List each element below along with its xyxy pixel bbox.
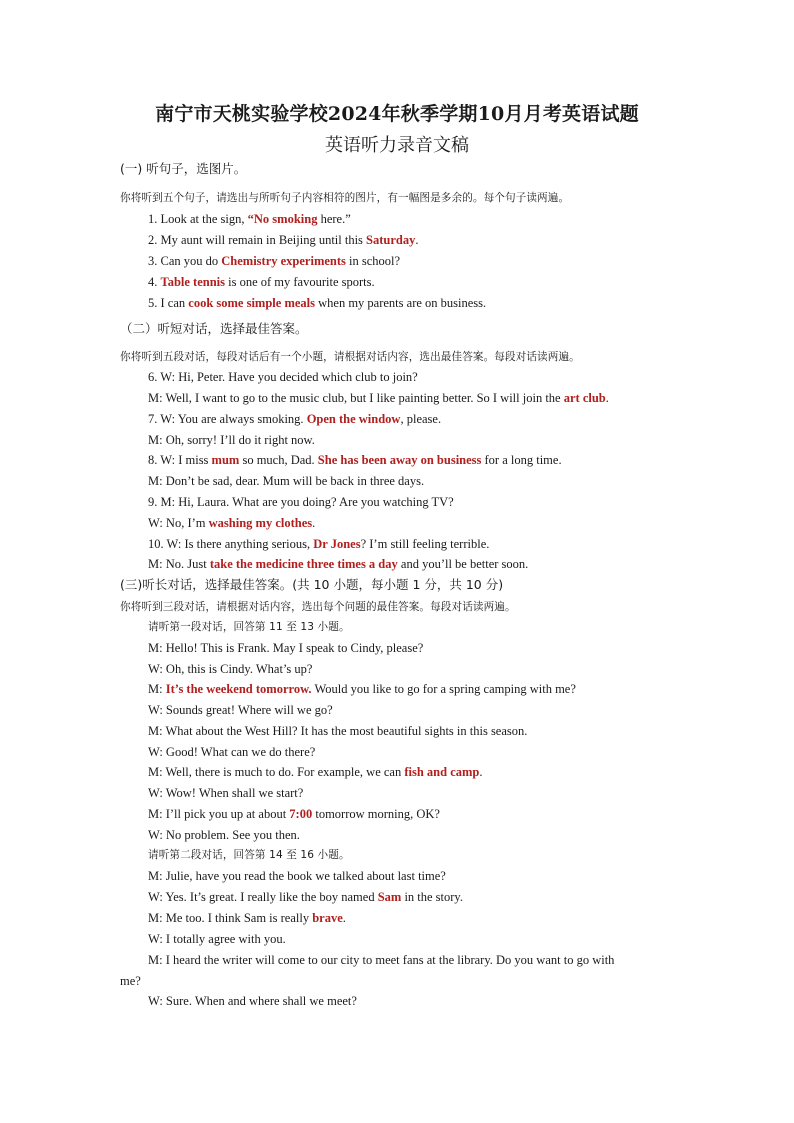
answer-highlight: Sam	[377, 890, 402, 904]
line-text: 你将听到五个句子，请选出与所听句子内容相符的图片，有一幅图是多余的。每个句子读两遍。	[120, 192, 570, 204]
instruction-line	[120, 190, 569, 206]
line-text: 你将听到五段对话，每段对话后有一个小题，请根据对话内容，选出最佳答案。每段对话读两遍。	[120, 351, 580, 363]
line-text: in the story.	[401, 890, 463, 904]
answer-highlight: Table tennis	[160, 275, 225, 289]
transcript-line	[148, 827, 300, 843]
line-text: ? I’m still feeling terrible.	[360, 537, 490, 551]
answer-highlight: Chemistry experiments	[221, 254, 346, 268]
line-text: W: I totally agree with you.	[148, 932, 286, 946]
instruction-line	[148, 847, 350, 863]
line-text: 2. My aunt will remain in Beijing until this	[148, 233, 367, 247]
line-text: 3. Can you do	[148, 254, 222, 268]
line-text: 6. W: Hi, Peter. Have you decided which club to join?	[148, 370, 418, 384]
line-text: M: No. Just	[148, 557, 210, 571]
line-text: M: Hello! This is Frank. May I speak to Cindy, please?	[148, 641, 424, 655]
transcript-line	[148, 390, 609, 406]
line-text: here.”	[317, 212, 351, 226]
answer-highlight: She has been away on business	[317, 453, 482, 467]
answer-highlight: Saturday	[366, 233, 416, 247]
instruction-line	[120, 599, 516, 615]
line-text: W: No problem. See you then.	[148, 828, 300, 842]
line-text: .	[605, 391, 609, 405]
line-text: for a long time.	[481, 453, 562, 467]
line-text: 4.	[148, 275, 161, 289]
transcript-line	[148, 702, 333, 718]
transcript-line	[148, 681, 576, 697]
transcript-line	[148, 868, 446, 884]
answer-highlight: Open the window	[306, 412, 401, 426]
answer-highlight: It’s the weekend tomorrow.	[165, 682, 312, 696]
line-text: W: Wow! When shall we start?	[148, 786, 304, 800]
transcript-line	[148, 889, 463, 905]
line-text: (三)听长对话，选择最佳答案。(共 10 小题，每小题 1 分，共 10 分)	[120, 577, 504, 592]
line-text: M: Me too. I think Sam is really	[148, 911, 313, 925]
line-text: M: I heard the writer will come to our city to meet fans at the library. Do you want to go with	[148, 953, 615, 967]
instruction-line	[120, 349, 580, 365]
line-text: M: What about the West Hill? It has the most beautiful sights in this season.	[148, 724, 528, 738]
answer-highlight: washing my clothes	[208, 516, 313, 530]
transcript-line	[148, 952, 614, 968]
line-text: 1. Look at the sign,	[148, 212, 248, 226]
answer-highlight: mum	[211, 453, 240, 467]
line-text: .	[415, 233, 419, 247]
line-text: （二）听短对话，选择最佳答案。	[120, 321, 308, 336]
line-text: W: Oh, this is Cindy. What’s up?	[148, 662, 313, 676]
line-text: , please.	[400, 412, 442, 426]
transcript-line	[148, 640, 423, 656]
line-text: is one of my favourite sports.	[225, 275, 375, 289]
line-text: W: No, I’m	[148, 516, 209, 530]
document-subtitle: 英语听力录音文稿	[325, 135, 469, 156]
line-text: 7. W: You are always smoking.	[148, 412, 307, 426]
line-text: M:	[148, 682, 166, 696]
document-title: 南宁市天桃实验学校2024年秋季学期10月月考英语试题	[155, 103, 639, 125]
instruction-line	[148, 619, 350, 635]
transcript-line	[148, 993, 357, 1009]
line-text: W: Yes. It’s great. I really like the boy named	[148, 890, 378, 904]
transcript-line	[148, 295, 486, 311]
answer-highlight: fish and camp	[404, 765, 480, 779]
line-text: 你将听到三段对话，请根据对话内容，选出每个问题的最佳答案。每段对话读两遍。	[120, 601, 516, 613]
line-text: when my parents are on business.	[315, 296, 487, 310]
transcript-line	[148, 369, 418, 385]
transcript-line	[148, 411, 441, 427]
transcript-line	[148, 452, 562, 468]
transcript-line	[148, 785, 303, 801]
answer-highlight: cook some simple meals	[188, 296, 315, 310]
line-text: in school?	[345, 254, 401, 268]
transcript-line	[148, 515, 315, 531]
transcript-line	[148, 432, 315, 448]
line-text: 9. M: Hi, Laura. What are you doing? Are you watching TV?	[148, 495, 454, 509]
transcript-line	[148, 232, 419, 248]
line-text: and you’ll be better soon.	[397, 557, 529, 571]
answer-highlight: Dr Jones	[313, 537, 361, 551]
transcript-line	[148, 473, 424, 489]
transcript-line	[148, 661, 312, 677]
line-text: W: Sounds great! Where will we go?	[148, 703, 333, 717]
line-text: M: Don’t be sad, dear. Mum will be back in three days.	[148, 474, 425, 488]
line-text: me?	[120, 974, 141, 988]
answer-highlight: 7:00	[289, 807, 313, 821]
line-text: M: Well, there is much to do. For example, we can	[148, 765, 405, 779]
line-text: 10. W: Is there anything serious,	[148, 537, 314, 551]
answer-highlight: brave	[312, 911, 343, 925]
line-text: 请听第二段对话，回答第 14 至 16 小题。	[148, 849, 350, 861]
line-text: .	[312, 516, 316, 530]
answer-highlight: art club	[563, 391, 606, 405]
transcript-line	[148, 806, 440, 822]
transcript-line	[148, 253, 400, 269]
line-text: M: I’ll pick you up at about	[148, 807, 290, 821]
transcript-line	[148, 744, 315, 760]
answer-highlight: take the medicine three times a day	[209, 557, 398, 571]
line-text: M: Oh, sorry! I’ll do it right now.	[148, 433, 315, 447]
line-text: M: Well, I want to go to the music club, but I like painting better. So I will join the	[148, 391, 564, 405]
transcript-line	[148, 764, 483, 780]
line-text: 5. I can	[148, 296, 189, 310]
line-text: Would you like to go for a spring camping with me?	[311, 682, 576, 696]
transcript-line	[148, 211, 351, 227]
answer-highlight: “No smoking	[247, 212, 318, 226]
section-heading	[120, 577, 503, 593]
transcript-line	[148, 556, 528, 572]
transcript-line	[120, 973, 141, 989]
line-text: W: Good! What can we do there?	[148, 745, 316, 759]
transcript-line	[148, 910, 346, 926]
transcript-line	[148, 931, 286, 947]
line-text: tomorrow morning, OK?	[312, 807, 440, 821]
section-heading	[120, 321, 308, 337]
transcript-line	[148, 274, 375, 290]
line-text: 请听第一段对话，回答第 11 至 13 小题。	[148, 621, 350, 633]
transcript-line	[148, 723, 527, 739]
line-text: M: Julie, have you read the book we talked about last time?	[148, 869, 446, 883]
line-text: W: Sure. When and where shall we meet?	[148, 994, 357, 1008]
line-text: (一) 听句子，选图片。	[120, 161, 247, 176]
line-text: .	[479, 765, 483, 779]
line-text: so much, Dad.	[239, 453, 318, 467]
transcript-line	[148, 494, 454, 510]
line-text: 8. W: I miss	[148, 453, 212, 467]
section-heading	[120, 161, 246, 177]
line-text: .	[342, 911, 346, 925]
transcript-line	[148, 536, 489, 552]
